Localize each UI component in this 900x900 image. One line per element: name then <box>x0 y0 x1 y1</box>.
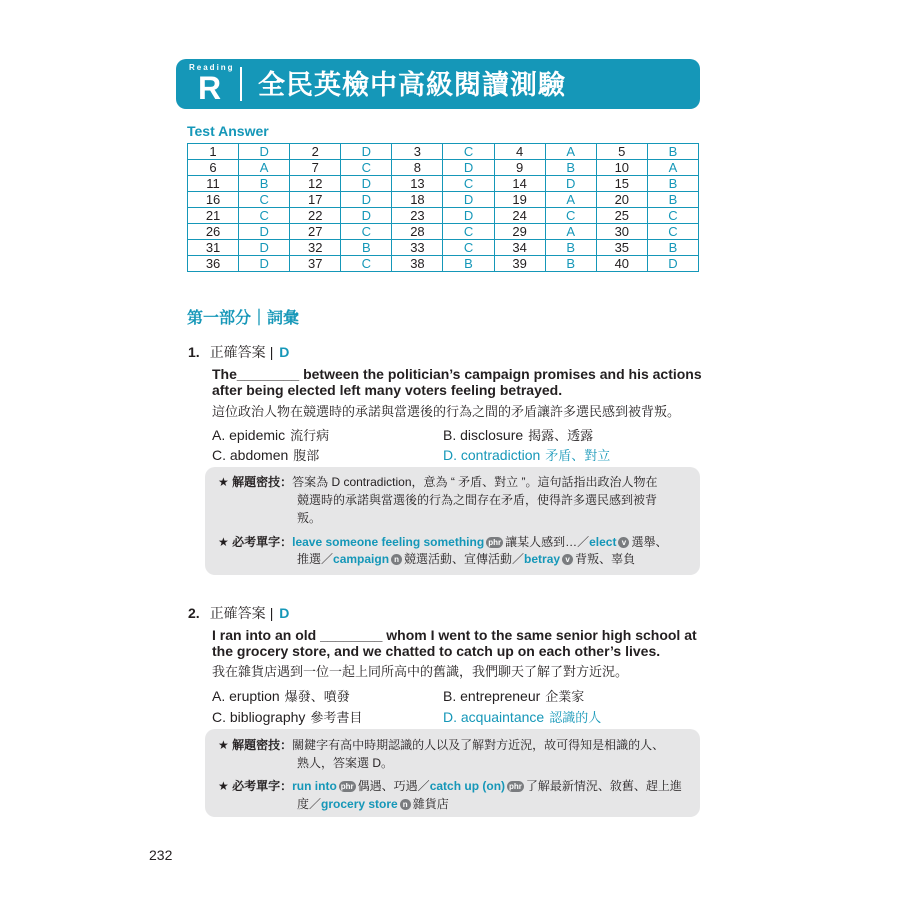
question-number-cell: 10 <box>596 160 647 176</box>
q2-tip-line-1: 關鍵字有高中時期認識的人以及了解對方近況，故可得知是相識的人、 <box>292 738 665 752</box>
answer-row <box>188 144 699 160</box>
q2-chinese: 我在雜貨店遇到一位一起上同所高中的舊識，我們聊天了解了對方近況。 <box>212 664 629 679</box>
q2-answer: D <box>279 605 290 621</box>
answer-row <box>188 256 699 272</box>
answer-table <box>187 143 699 272</box>
question-number-cell: 40 <box>596 256 647 272</box>
q2-word-1: run into <box>292 779 337 793</box>
question-number-cell: 22 <box>290 208 341 224</box>
answer-letter-cell: C <box>239 192 290 208</box>
question-number-cell: 32 <box>290 240 341 256</box>
answer-letter-cell: D <box>341 192 392 208</box>
q1-option-c <box>212 445 319 464</box>
q1-option-b-en: B. disclosure <box>443 427 524 443</box>
q1-tip-row <box>218 472 658 492</box>
answer-letter-cell: D <box>341 208 392 224</box>
q1-word-4: betray <box>524 552 561 566</box>
q1-option-b <box>443 425 593 444</box>
question-number-cell: 33 <box>392 240 443 256</box>
q2-option-c-zh: 參考書目 <box>310 710 363 725</box>
q1-def-3: 競選活動、宣傳活動／ <box>404 552 525 566</box>
q2-vocab-label: 必考單字： <box>232 779 293 793</box>
question-number-cell: 14 <box>494 176 545 192</box>
question-number-cell: 11 <box>188 176 239 192</box>
answer-letter-cell: D <box>239 256 290 272</box>
noun-badge: n <box>391 554 402 565</box>
q2-word-3: grocery store <box>321 797 398 811</box>
q2-option-b-zh: 企業家 <box>545 689 585 704</box>
question-number-cell: 36 <box>188 256 239 272</box>
question-number-cell: 20 <box>596 192 647 208</box>
q1-option-b-zh: 揭露、透露 <box>528 428 594 443</box>
q2-english: I ran into an old ________ whom I went to the same senior high school at the grocery store, and we chatted to catch up on each other’s lives. <box>212 627 697 659</box>
question-number-cell: 27 <box>290 224 341 240</box>
q2-vocab-row <box>218 776 682 796</box>
q1-option-a <box>212 425 329 444</box>
q1-def-2b: 推選／ <box>297 552 334 566</box>
answer-letter-cell: A <box>545 192 596 208</box>
answer-letter-cell: C <box>647 224 698 240</box>
question-number-cell: 12 <box>290 176 341 192</box>
answer-letter-cell: A <box>545 144 596 160</box>
q1-number: 1. <box>188 344 200 360</box>
q2-option-d-en: D. acquaintance <box>443 709 545 725</box>
question-number-cell: 38 <box>392 256 443 272</box>
banner-letter: R <box>198 70 222 106</box>
answer-letter-cell: D <box>443 208 494 224</box>
q1-answer: D <box>279 344 290 360</box>
q1-def-1: 讓某人感到…／ <box>505 535 590 549</box>
answer-letter-cell: D <box>443 160 494 176</box>
answer-letter-cell: A <box>647 160 698 176</box>
question-number-cell: 9 <box>494 160 545 176</box>
banner-subtitle: Reading <box>189 63 235 72</box>
answer-row <box>188 160 699 176</box>
answer-letter-cell: C <box>443 224 494 240</box>
q1-def-4: 背叛、辜負 <box>575 552 636 566</box>
star-icon: ★ <box>218 535 229 549</box>
noun-badge: n <box>400 799 411 810</box>
question-number-cell: 8 <box>392 160 443 176</box>
q2-option-c-en: C. bibliography <box>212 709 306 725</box>
answer-letter-cell: D <box>341 176 392 192</box>
q1-chinese: 這位政治人物在競選時的承諾與當選後的行為之間的矛盾讓許多選民感到被背叛。 <box>212 404 681 419</box>
q2-bar: | <box>269 605 274 621</box>
chapter-banner <box>176 59 700 109</box>
q2-header <box>188 603 289 623</box>
q1-tip-line-1: 答案為 D contradiction，意為 “ 矛盾、對立 ”。這句話指出政治人物在 <box>292 475 658 489</box>
phrase-badge: phr <box>488 538 502 547</box>
q1-answer-label: 正確答案 <box>209 344 266 360</box>
phrase-badge: phr <box>509 782 522 791</box>
question-number-cell: 37 <box>290 256 341 272</box>
answer-letter-cell: B <box>647 176 698 192</box>
answer-row <box>188 208 699 224</box>
question-number-cell: 26 <box>188 224 239 240</box>
q1-option-a-en: A. epidemic <box>212 427 286 443</box>
question-number-cell: 21 <box>188 208 239 224</box>
q1-option-c-zh: 腹部 <box>293 448 320 463</box>
answer-letter-cell: B <box>443 256 494 272</box>
answer-letter-cell: D <box>239 224 290 240</box>
question-number-cell: 23 <box>392 208 443 224</box>
question-number-cell: 30 <box>596 224 647 240</box>
answer-letter-cell: B <box>647 192 698 208</box>
star-icon: ★ <box>218 475 229 489</box>
question-number-cell: 18 <box>392 192 443 208</box>
answer-letter-cell: A <box>239 160 290 176</box>
question-number-cell: 5 <box>596 144 647 160</box>
q1-option-d <box>443 445 610 464</box>
q1-def-2: 選舉、 <box>631 535 668 549</box>
page-number: 232 <box>149 847 173 863</box>
q1-word-1: leave someone feeling something <box>292 535 485 549</box>
answer-letter-cell: B <box>545 256 596 272</box>
question-number-cell: 19 <box>494 192 545 208</box>
answer-letter-cell: D <box>341 144 392 160</box>
q2-option-a-en: A. eruption <box>212 688 280 704</box>
q1-header <box>188 342 289 362</box>
question-number-cell: 24 <box>494 208 545 224</box>
question-number-cell: 17 <box>290 192 341 208</box>
answer-letter-cell: A <box>545 224 596 240</box>
question-number-cell: 39 <box>494 256 545 272</box>
question-number-cell: 6 <box>188 160 239 176</box>
q2-word-2: catch up (on) <box>429 779 506 793</box>
answer-letter-cell: B <box>341 240 392 256</box>
answer-letter-cell: C <box>647 208 698 224</box>
question-number-cell: 3 <box>392 144 443 160</box>
q2-vocab-line-2 <box>297 794 449 814</box>
question-number-cell: 7 <box>290 160 341 176</box>
q1-option-d-zh: 矛盾、對立 <box>545 448 611 463</box>
q2-def-1: 偶遇、巧遇／ <box>357 779 430 793</box>
q2-option-a <box>212 686 350 705</box>
q2-option-d <box>443 707 601 726</box>
answer-letter-cell: C <box>443 176 494 192</box>
answer-letter-cell: C <box>341 160 392 176</box>
question-number-cell: 13 <box>392 176 443 192</box>
q1-english: The________ between the politician’s campaign promises and his actions after being elected left many voters feeling betrayed. <box>212 366 702 398</box>
question-number-cell: 35 <box>596 240 647 256</box>
q1-bar: | <box>269 344 274 360</box>
q2-option-a-zh: 爆發、噴發 <box>284 689 350 704</box>
q1-word-3: campaign <box>333 552 390 566</box>
q1-option-a-zh: 流行病 <box>290 428 330 443</box>
answer-letter-cell: D <box>647 256 698 272</box>
answer-letter-cell: D <box>443 192 494 208</box>
phrase-badge: phr <box>340 782 354 791</box>
q2-tip-row <box>218 735 664 755</box>
answer-row <box>188 192 699 208</box>
q1-tip-line-3: 叛。 <box>297 511 322 525</box>
question-number-cell: 2 <box>290 144 341 160</box>
q1-word-2: elect <box>589 535 617 549</box>
q2-option-b-en: B. entrepreneur <box>443 688 541 704</box>
q2-def-2: 了解最新情況、敘舊、趕上進 <box>525 779 682 793</box>
answer-letter-cell: C <box>443 144 494 160</box>
q1-vocab-label: 必考單字： <box>232 535 293 549</box>
q1-option-c-en: C. abdomen <box>212 447 289 463</box>
answer-letter-cell: C <box>341 256 392 272</box>
answer-letter-cell: B <box>545 160 596 176</box>
verb-badge: v <box>562 554 573 565</box>
q2-def-2b: 度／ <box>297 797 322 811</box>
q2-option-d-zh: 認識的人 <box>549 710 602 725</box>
star-icon: ★ <box>218 779 229 793</box>
answer-letter-cell: B <box>647 240 698 256</box>
banner-divider <box>240 67 242 101</box>
banner-title: 全民英檢中高級閱讀測驗 <box>258 70 566 100</box>
answer-letter-cell: D <box>239 240 290 256</box>
answer-letter-cell: C <box>545 208 596 224</box>
question-number-cell: 29 <box>494 224 545 240</box>
q2-answer-label: 正確答案 <box>209 605 266 621</box>
answer-row <box>188 176 699 192</box>
q1-option-d-en: D. contradiction <box>443 447 541 463</box>
question-number-cell: 1 <box>188 144 239 160</box>
answer-letter-cell: C <box>443 240 494 256</box>
answer-letter-cell: C <box>239 208 290 224</box>
q2-number: 2. <box>188 605 200 621</box>
verb-badge: v <box>618 537 629 548</box>
question-number-cell: 34 <box>494 240 545 256</box>
q2-option-b <box>443 686 584 705</box>
question-number-cell: 4 <box>494 144 545 160</box>
q2-tip-label: 解題密技： <box>232 738 293 752</box>
question-number-cell: 28 <box>392 224 443 240</box>
question-number-cell: 15 <box>596 176 647 192</box>
section-title: 第一部分｜詞彙 <box>187 310 300 327</box>
answer-letter-cell: B <box>545 240 596 256</box>
question-number-cell: 16 <box>188 192 239 208</box>
question-number-cell: 25 <box>596 208 647 224</box>
answer-letter-cell: D <box>545 176 596 192</box>
q2-def-3: 雜貨店 <box>412 797 449 811</box>
question-number-cell: 31 <box>188 240 239 256</box>
q1-tip-label: 解題密技： <box>232 475 293 489</box>
q1-tip-line-2: 競選時的承諾與當選後的行為之間存在矛盾，使得許多選民感到被背 <box>297 493 658 507</box>
q1-vocab-line-2 <box>297 549 635 569</box>
answer-letter-cell: B <box>647 144 698 160</box>
star-icon: ★ <box>218 738 229 752</box>
answer-letter-cell: D <box>239 144 290 160</box>
q2-tip-line-2: 熟人，答案選 D。 <box>297 756 394 770</box>
answer-row <box>188 224 699 240</box>
q2-option-c <box>212 707 362 726</box>
answer-row <box>188 240 699 256</box>
answer-letter-cell: C <box>341 224 392 240</box>
answer-letter-cell: B <box>239 176 290 192</box>
test-answer-heading: Test Answer <box>187 123 269 139</box>
